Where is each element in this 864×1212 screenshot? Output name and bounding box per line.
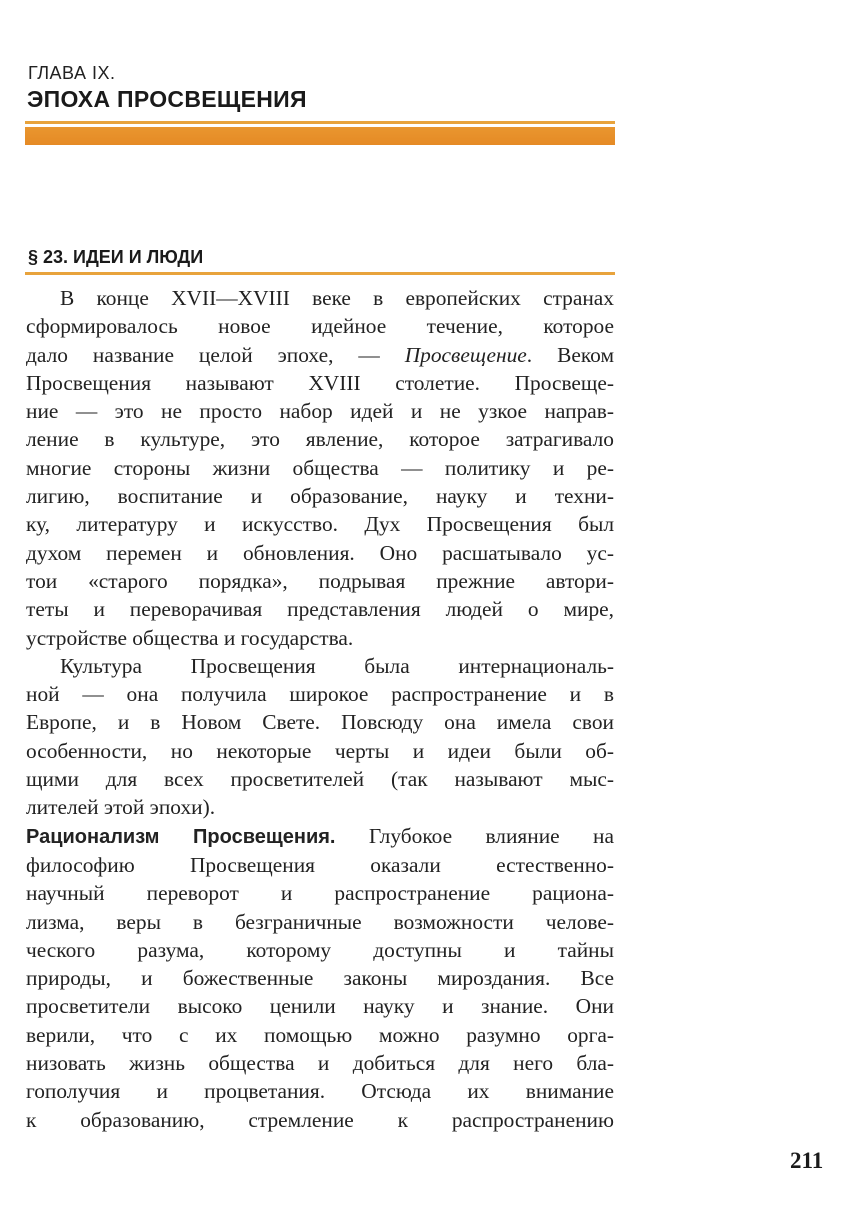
section-rule bbox=[25, 272, 615, 275]
chapter-band bbox=[25, 127, 615, 145]
section-title: § 23. ИДЕИ И ЛЮДИ bbox=[28, 247, 204, 267]
text-run: Глубокое влияние на bbox=[368, 823, 614, 848]
text-line: Просвещения называют XVIII столетие. Просвеще- bbox=[26, 370, 614, 395]
text-line: духом перемен и обновления. Оно расшатывало ус- bbox=[26, 540, 614, 565]
text-run: дало название целой эпохе, — bbox=[26, 342, 380, 367]
text-line: лизма, веры в безграничные возможности челове- bbox=[26, 909, 614, 934]
text-line: устройстве общества и государства. bbox=[26, 625, 354, 650]
text-line: ние — это не просто набор идей и не узкое направ- bbox=[26, 399, 614, 424]
text-line: щими для всех просветителей (так называют мыс- bbox=[26, 767, 614, 792]
text-line: к образованию, стремление к распространению bbox=[26, 1107, 614, 1132]
text-line: теты и переворачивая представления людей о мире, bbox=[26, 597, 614, 622]
text-line: Культура Просвещения была интернациональ- bbox=[60, 653, 614, 678]
text-line: просветители высоко ценили науку и знание. Они bbox=[26, 994, 614, 1019]
text-line: ной — она получила широкое распространение и в bbox=[26, 682, 614, 707]
page-number: 211 bbox=[790, 1148, 824, 1173]
chapter-title: ЭПОХА ПРОСВЕЩЕНИЯ bbox=[27, 86, 307, 112]
text-line: низовать жизнь общества и добиться для него бла- bbox=[26, 1051, 614, 1076]
text-line: тои «старого порядка», подрывая прежние автори- bbox=[26, 568, 614, 593]
run-in-heading: Рационализм Просвещения. bbox=[26, 825, 336, 848]
text-line: Европе, и в Новом Свете. Повсюду она имела свои bbox=[26, 710, 614, 735]
emphasis-term: Просвещение bbox=[404, 342, 527, 367]
chapter-label: ГЛАВА IX. bbox=[28, 63, 116, 83]
body-text bbox=[26, 284, 614, 1134]
text-line: лителей этой эпохи). bbox=[26, 795, 216, 820]
text-line: верили, что с их помощью можно разумно орга- bbox=[26, 1022, 614, 1047]
text-line: особенности, но некоторые черты и идеи были об- bbox=[26, 738, 614, 763]
text-line: лигию, воспитание и образование, науку и техни- bbox=[26, 484, 614, 509]
text-line bbox=[26, 822, 614, 851]
text-line: В конце XVII—XVIII веке в европейских странах bbox=[60, 286, 614, 310]
text-line: природы, и божественные законы мироздания. Все bbox=[26, 966, 614, 991]
text-line: сформировалось новое идейное течение, которое bbox=[26, 314, 614, 339]
text-run: . Веком bbox=[526, 342, 614, 367]
text-line: гополучия и процветания. Отсюда их внимание bbox=[26, 1079, 614, 1104]
text-line: многие стороны жизни общества — политику и ре- bbox=[26, 455, 614, 480]
text-line: ческого разума, которому доступны и тайны bbox=[26, 937, 614, 962]
chapter-rule bbox=[25, 121, 615, 124]
text-line: философию Просвещения оказали естественно- bbox=[26, 852, 614, 877]
text-line bbox=[26, 341, 614, 369]
text-line: ку, литературу и искусство. Дух Просвещения был bbox=[26, 512, 614, 537]
text-line: ление в культуре, это явление, которое затрагивало bbox=[26, 427, 614, 452]
text-line: научный переворот и распространение рациона- bbox=[26, 881, 614, 906]
